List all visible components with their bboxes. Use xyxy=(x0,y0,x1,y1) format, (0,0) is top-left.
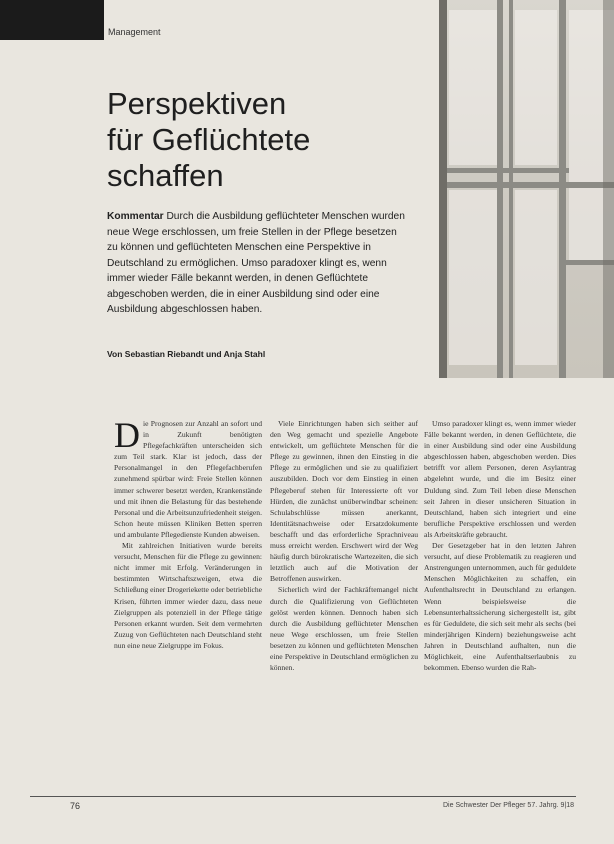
lead-text: Durch die Ausbildung geflüchteter Menschen wurden neue Wege erschlossen, um freie Stellen in der Pflege besetzen zu können und geflüchteten Menschen eine Perspektive in Deutschland zu ermöglichen. Umso paradoxer klingt es, wenn immer wieder Fälle bekannt werden, in denen Geflüchtete abgeschoben werden, die in einer Ausbildung sind oder eine Ausbildung abgeschlossen haben. xyxy=(107,211,405,315)
text-column-3 xyxy=(424,418,576,673)
section-label: Management xyxy=(108,27,161,37)
byline: Von Sebastian Riebandt und Anja Stahl xyxy=(107,349,266,359)
article-title xyxy=(107,86,427,194)
lead-paragraph xyxy=(107,209,407,318)
corner-block xyxy=(0,0,104,40)
title-line-3: schaffen xyxy=(107,158,224,193)
text-column-2 xyxy=(270,418,418,673)
page-number: 76 xyxy=(70,801,81,811)
column-paragraph: Der Gesetzgeber hat in den letzten Jahren versucht, auf diese Problematik zu reagieren und Anstrengungen unternommen, auch für geduldete Menschen Möglichkeiten zu schaffen, ein Aufenthaltsrecht in Deutschland zu erlangen. Wenn beispielsweise die Lebensunterhaltssicherung sichergestellt ist, gibt es für Geduldete, die sich seit mehr als sechs (bei minderjährigen Kindern) beziehungsweise acht Jahren in Deutschland aufhalten, nun die Möglichkeit, eine Aufenthaltserlaubnis zu bekommen. Ebenso wurden die Rah- xyxy=(424,541,576,673)
title-line-1: Perspektiven xyxy=(107,86,287,121)
column-paragraph: Sicherlich wird der Fachkräftemangel nicht durch die Qualifizierung von Geflüchteten gelöst werden können. Dennoch haben sich durch die Ausbildung geflüchteter Menschen neue Wege erschlossen, um freie Stellen besetzen zu können und geflüchteten Menschen eine Perspektive in Deutschland ermöglichen zu können. xyxy=(270,585,418,673)
column-paragraph: Viele Einrichtungen haben sich seither auf den Weg gemacht und spezielle Angebote entwickelt, um geflüchtete Menschen für die Pflege zu gewinnen, ihnen den Einstieg in die Pflege zu ermöglichen und sie zu qualifiziert auszubilden. Doch vor dem Einstieg in einen Pflegeberuf stehen für Interessierte oft vor Hürden, die zunächst unüberwindbar scheinen: Schulabschlüsse müssen anerkannt, Identitätsnachweise oder Ersatzdokumente beschafft und das erforderliche Sprachniveau muss erreicht werden. Erschwert wird der Weg häufig durch bürokratische Wartezeiten, die sich letztlich auch auf die Motivation der Betroffenen auswirken. xyxy=(270,419,418,584)
column-paragraph: Umso paradoxer klingt es, wenn immer wieder Fälle bekannt werden, in denen Geflüchtete, die in einer Ausbildung sind oder eine Ausbildung abgeschlossen haben, abgeschoben werden. Dies betrifft vor allem Personen, deren Asylantrag abgelehnt wurde, und die im Besitz einer Duldung sind. Zum Teil leben diese Menschen seit Jahren in dieser unsicheren Situation in Deutschland, haben sich integriert und eine berufliche Perspektive erschlossen und werden als Arbeitskräfte gebraucht. xyxy=(424,419,576,539)
title-line-2: für Geflüchtete xyxy=(107,122,311,157)
journal-footer: Die Schwester Der Pfleger 57. Jahrg. 9|18 xyxy=(443,802,574,809)
text-column-1 xyxy=(114,415,263,651)
column-paragraph xyxy=(114,415,262,540)
drop-cap: D xyxy=(114,415,140,455)
paragraph-text: ie Prognosen zur Anzahl an sofort und in Zukunft benötigten Pflegefachkräften unterscheiden sich zum Teil stark. Klar ist jedoch, dass der Personalmangel in den Pflegefachberufen zunehmend spürbar wird: Freie Stellen können immer schwerer besetzt werden, Krankenstände und mit ihnen die Belastung für das bestehende Personal und die Arbeitsunzufriedenheit steigen. Schon heute müssen Kliniken Betten sperren und ambulante Pflegedienste Kunden abweisen. xyxy=(114,419,262,539)
window-photo xyxy=(439,0,614,378)
footer-rule xyxy=(30,796,576,797)
lead-kicker: Kommentar xyxy=(107,211,164,222)
column-paragraph: Mit zahlreichen Initiativen wurde bereits versucht, Menschen für die Pflege zu gewinnen: nicht immer mit Erfolg. Veränderungen in bestimmten Wirtschaftszweigen, etwa die Schließung einer Drogeriekette oder betriebliche Krisen, führten immer wieder dazu, dass neue Zielgruppen als potenziell in der Pflege tätige Personen erkannt wurden. Seit dem vermehrten Zuzug von Geflüchteten nach Deutschland steht nun eine neue Zielgruppe im Fokus. xyxy=(114,541,263,650)
